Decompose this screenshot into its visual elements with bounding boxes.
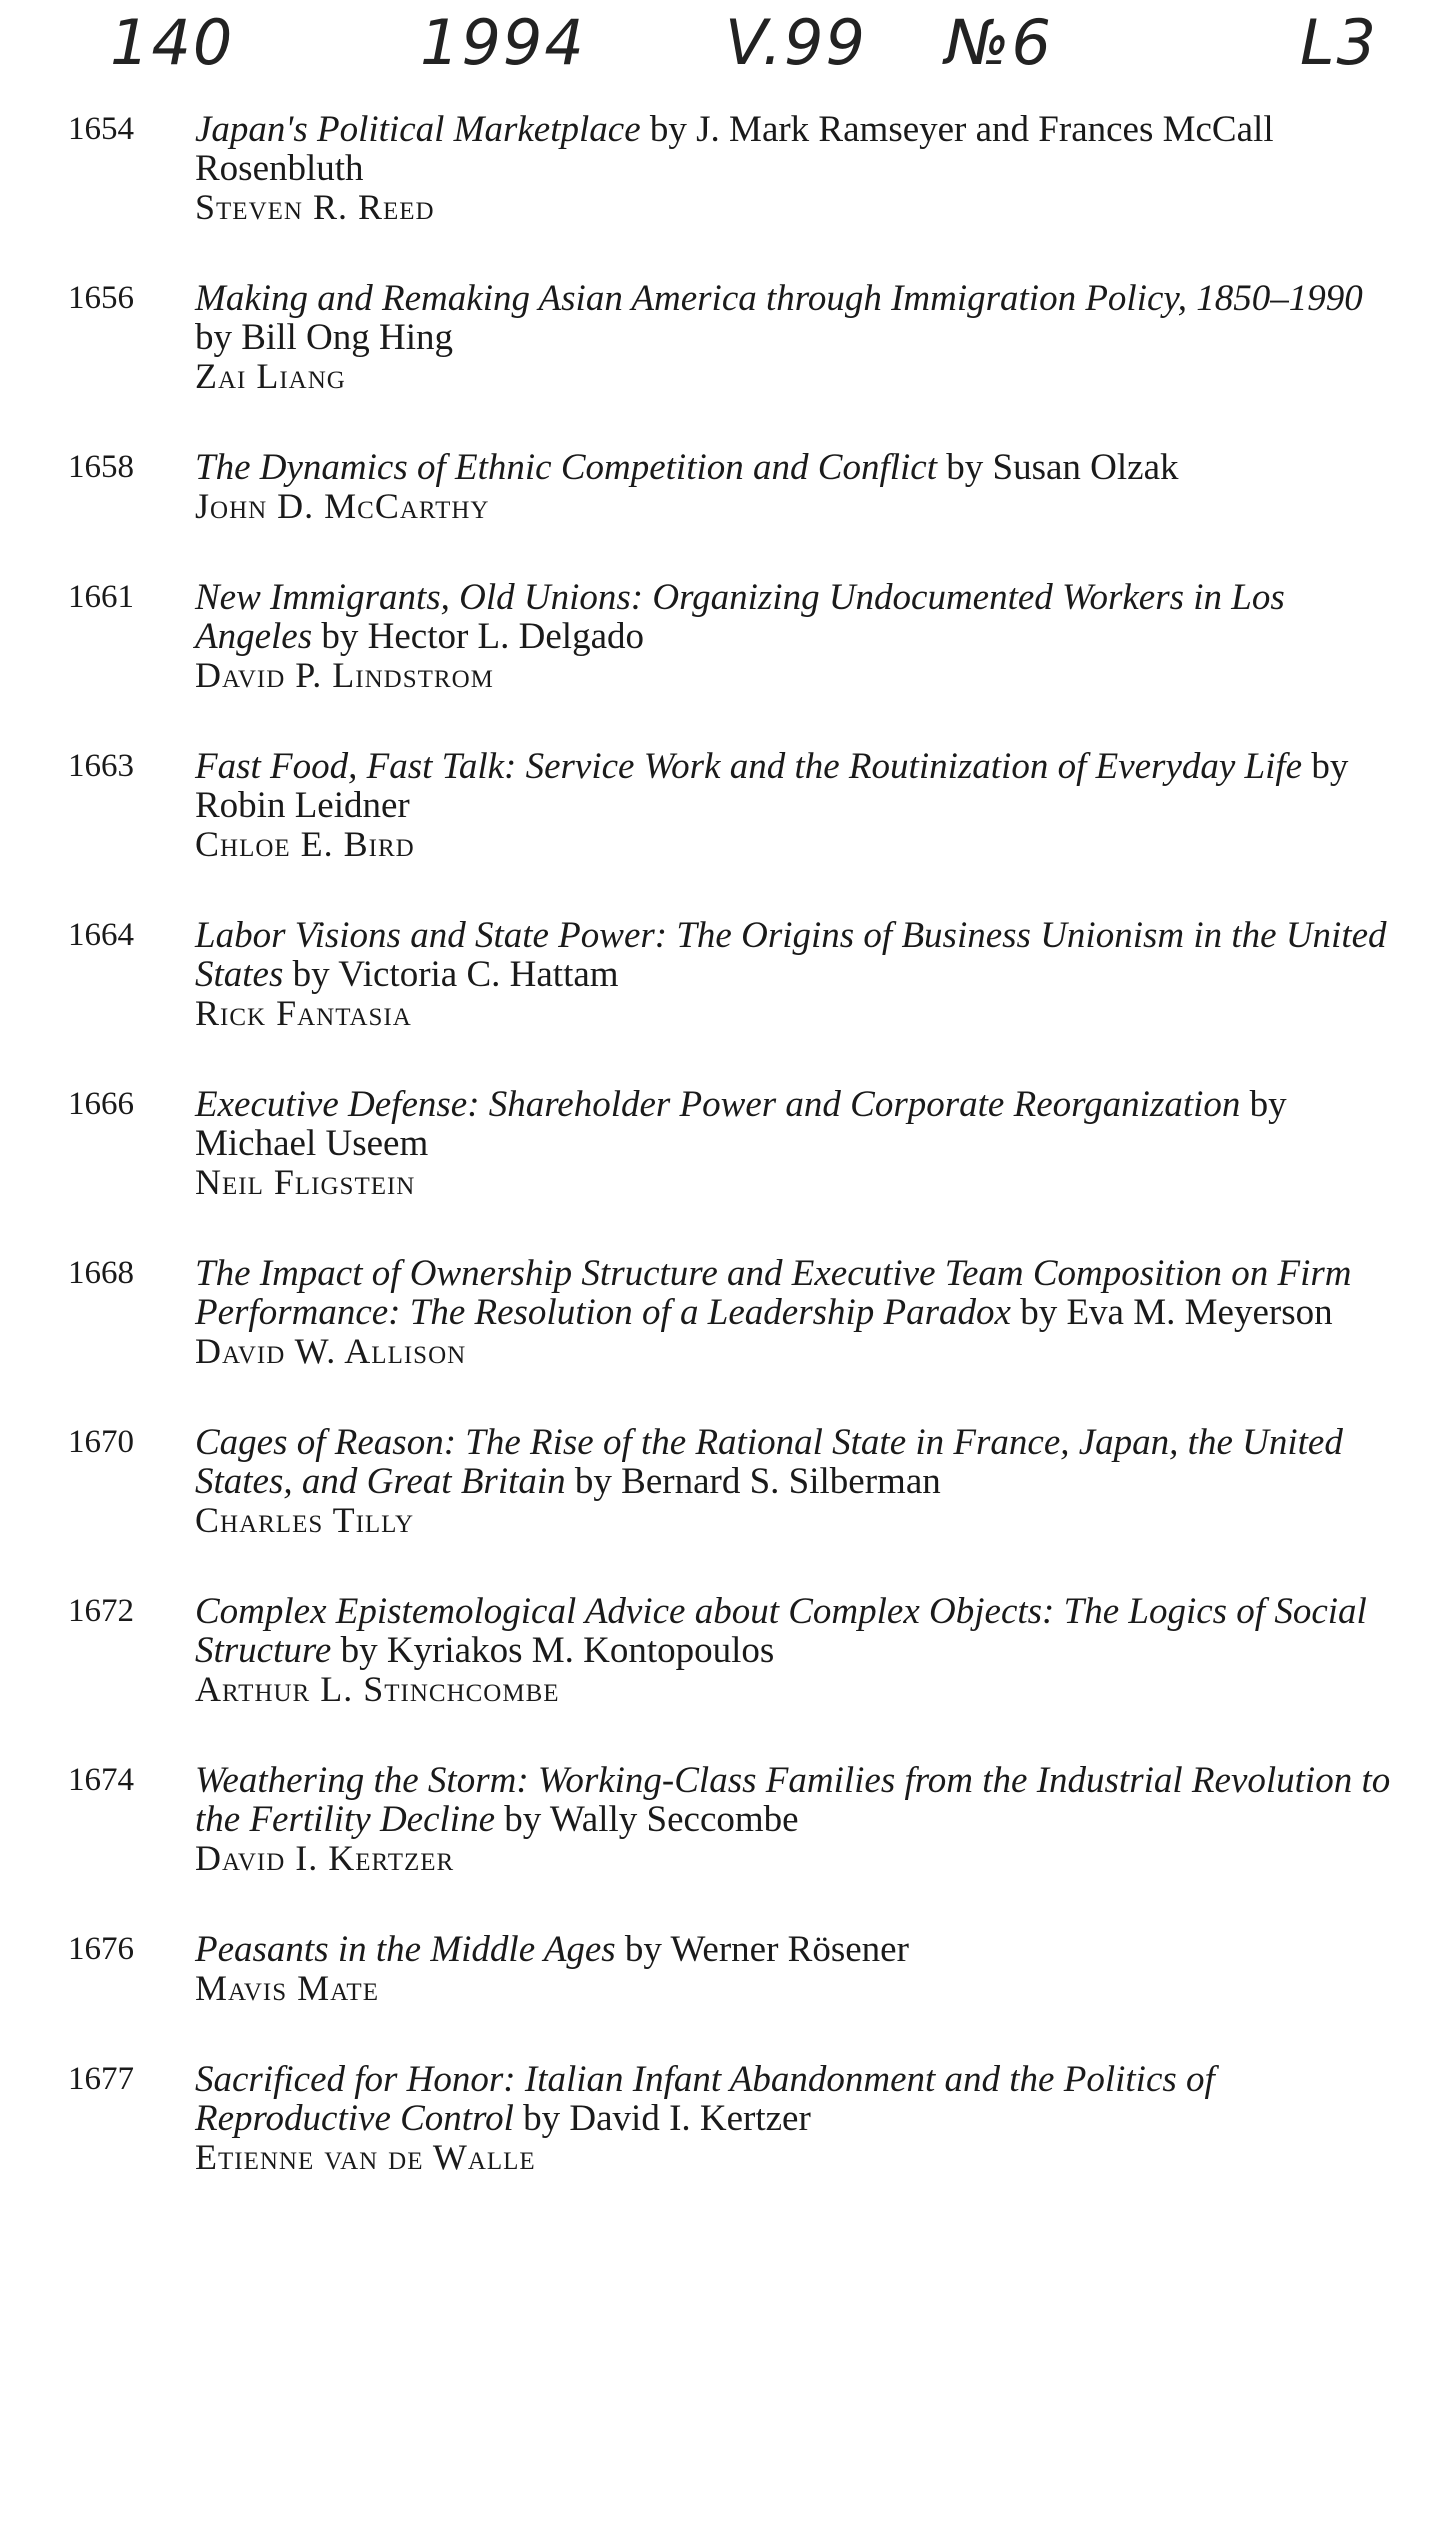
book-title: Weathering the Storm: Working-Class Families from the Industrial Revolution to the Fertility Decline [195, 1760, 1391, 1840]
book-author: by Victoria C. Hattam [292, 954, 619, 995]
book-author: by Bill Ong Hing [195, 317, 453, 358]
book-title: The Dynamics of Ethnic Competition and Conflict [195, 447, 937, 488]
book-title: Fast Food, Fast Talk: Service Work and the Routinization of Everyday Life [195, 746, 1303, 787]
review-entry [40, 1930, 1400, 2008]
review-entry [40, 279, 1400, 396]
page-number: 1670 [68, 1424, 134, 1460]
page-number: 1661 [68, 579, 134, 615]
book-title: Complex Epistemological Advice about Complex Objects: The Logics of Social Structure [195, 1591, 1367, 1671]
page-number: 1676 [68, 1931, 134, 1967]
handwritten-year: 1994 [420, 6, 586, 79]
book-author: by Hector L. Delgado [321, 616, 644, 657]
book-author: by J. Mark Ramseyer and Frances McCall Rosenbluth [195, 109, 1274, 189]
book-title: Labor Visions and State Power: The Origins of Business Unionism in the United States [195, 915, 1387, 995]
reviewer-name: David I. Kertzer [195, 1838, 455, 1878]
book-author: by Bernard S. Silberman [574, 1461, 941, 1502]
book-author: by Eva M. Meyerson [1020, 1292, 1333, 1333]
handwritten-annotation [110, 6, 1410, 106]
book-author: by David I. Kertzer [523, 2098, 811, 2139]
page-number: 1674 [68, 1762, 134, 1798]
reviewer-name: David W. Allison [195, 1331, 467, 1371]
review-entry [40, 1761, 1400, 1878]
review-entry [40, 747, 1400, 864]
page-number: 1654 [68, 111, 134, 147]
review-entry [40, 916, 1400, 1033]
book-title: Sacrificed for Honor: Italian Infant Abandonment and the Politics of Reproductive Control [195, 2059, 1215, 2139]
reviewer-name: Rick Fantasia [195, 993, 412, 1033]
handwritten-volume: V.99 [725, 6, 867, 79]
reviewer-name: Neil Fligstein [195, 1162, 416, 1202]
page-number: 1672 [68, 1593, 134, 1629]
handwritten-issue: №6 [945, 6, 1053, 79]
handwritten-shelf-mark: L3 [1300, 6, 1378, 79]
reviewer-name: Etienne van de Walle [195, 2137, 536, 2177]
book-author: by Michael Useem [195, 1084, 1287, 1164]
review-entry [40, 1254, 1400, 1371]
book-title: Executive Defense: Shareholder Power and Corporate Reorganization [195, 1084, 1241, 1125]
book-author: by Werner Rösener [624, 1929, 909, 1970]
handwritten-volume-ref: 140 [110, 6, 235, 79]
page-number: 1677 [68, 2061, 134, 2097]
review-entry [40, 1592, 1400, 1709]
page-number: 1668 [68, 1255, 134, 1291]
review-entry [40, 578, 1400, 695]
reviewer-name: David P. Lindstrom [195, 655, 494, 695]
book-author: by Susan Olzak [946, 447, 1179, 488]
book-title: Cages of Reason: The Rise of the Rational State in France, Japan, the United States, and Great Britain [195, 1422, 1343, 1502]
reviewer-name: Mavis Mate [195, 1968, 379, 2008]
reviewer-name: Chloe E. Bird [195, 824, 415, 864]
reviewer-name: Steven R. Reed [195, 187, 435, 227]
book-title: The Impact of Ownership Structure and Executive Team Composition on Firm Performance: The Resolution of a Leadership Paradox [195, 1253, 1352, 1333]
page-number: 1663 [68, 748, 134, 784]
review-entry [40, 1423, 1400, 1540]
book-title: Japan's Political Marketplace [195, 109, 641, 150]
reviewer-name: Arthur L. Stinchcombe [195, 1669, 560, 1709]
book-author: by Kyriakos M. Kontopoulos [340, 1630, 775, 1671]
review-list [40, 110, 1400, 2229]
reviewer-name: Charles Tilly [195, 1500, 414, 1540]
review-entry [40, 110, 1400, 227]
review-entry [40, 1085, 1400, 1202]
reviewer-name: John D. McCarthy [195, 486, 490, 526]
book-title: New Immigrants, Old Unions: Organizing Undocumented Workers in Los Angeles [195, 577, 1285, 657]
book-author: by Robin Leidner [195, 746, 1349, 826]
page-number: 1656 [68, 280, 134, 316]
review-entry [40, 448, 1400, 526]
page-number: 1658 [68, 449, 134, 485]
page-number: 1664 [68, 917, 134, 953]
book-author: by Wally Seccombe [504, 1799, 799, 1840]
review-entry [40, 2060, 1400, 2177]
book-title: Peasants in the Middle Ages [195, 1929, 616, 1970]
reviewer-name: Zai Liang [195, 356, 346, 396]
page-number: 1666 [68, 1086, 134, 1122]
book-title: Making and Remaking Asian America through Immigration Policy, 1850–1990 [195, 278, 1363, 319]
